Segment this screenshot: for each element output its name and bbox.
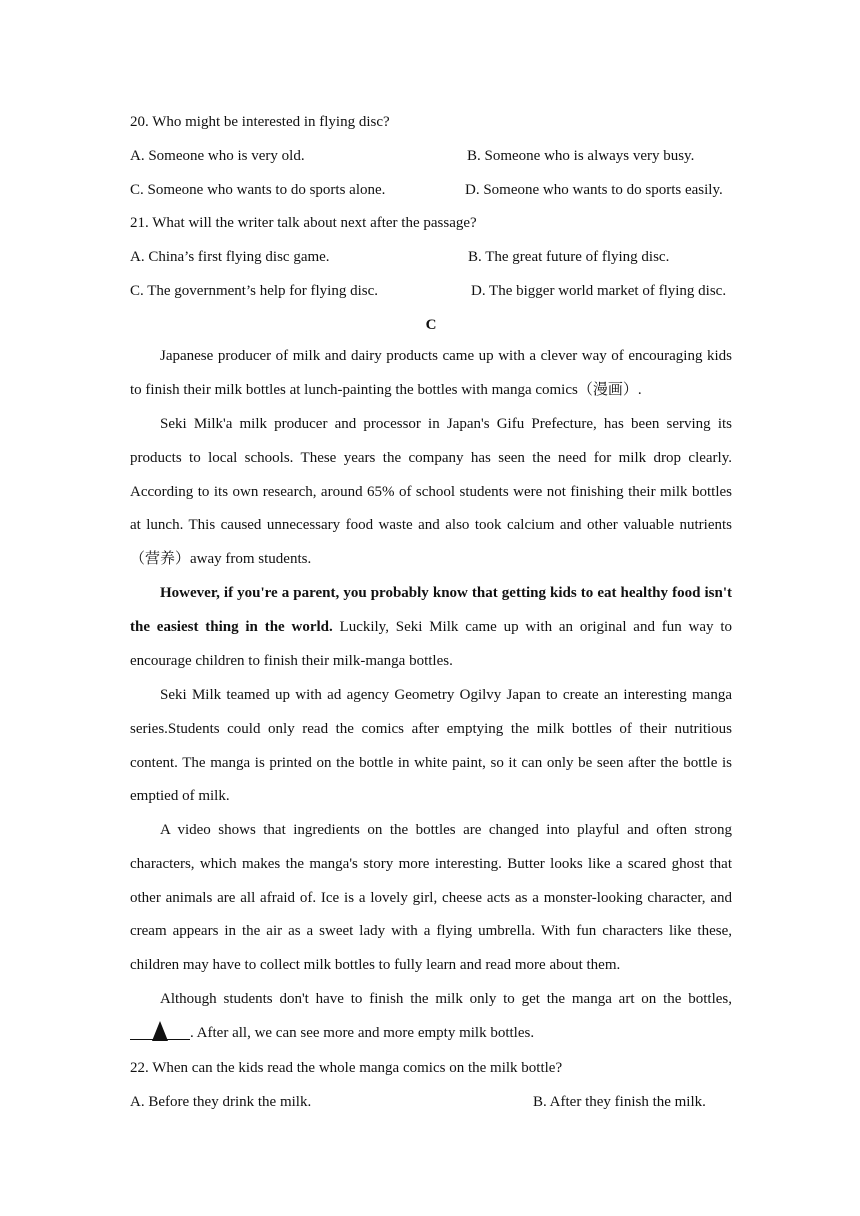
section-label: C — [425, 317, 437, 333]
passage-paragraph-3-bold: However, if you're a parent, you probably know that getting kids to eat healthy food isn't the easiest thing in the world. — [130, 585, 732, 635]
q21-option-c: C. The government’s help for flying disc. — [130, 283, 379, 299]
q20-stem: 20. Who might be interested in flying disc? — [130, 114, 390, 130]
q20-option-b: B. Someone who is always very busy. — [467, 148, 695, 164]
passage-paragraph-1: Japanese producer of milk and dairy products came up with a clever way of encouraging kids to finish their milk bottles at lunch-painting the bottles with manga comics（漫画）. — [130, 348, 732, 398]
passage-paragraph-2: Seki Milk'a milk producer and processor in Japan's Gifu Prefecture, has been serving its products to local schools. These years the company has seen the need for milk drop clearly. According to its own research, around 65% of school students were not finishing their milk bottles at lunch. This caused unnecessary food waste and also took calcium and other valuable nutrients（营养）away from students. — [130, 416, 732, 568]
q22-option-a: A. Before they drink the milk. — [130, 1094, 312, 1110]
q20-option-a: A. Someone who is very old. — [130, 148, 305, 164]
q20-option-c: C. Someone who wants to do sports alone. — [130, 182, 386, 198]
passage-paragraph-4: Seki Milk teamed up with ad agency Geometry Ogilvy Japan to create an interesting manga series.Students could only read the comics after emptying the milk bottles of their nutritious content. The manga is printed on the bottle in white paint, so it can only be seen after the bottle is emptied of milk. — [130, 687, 732, 805]
passage-paragraph-3-rest: Luckily, Seki Milk came up with an original and fun way to encourage children to finish their milk-manga bottles. — [130, 618, 732, 669]
q22-stem: 22. When can the kids read the whole manga comics on the milk bottle? — [130, 1060, 563, 1076]
q22-option-b: B. After they finish the milk. — [533, 1094, 706, 1110]
q20-option-d: D. Someone who wants to do sports easily. — [465, 182, 723, 198]
triangle-marker-icon — [152, 1021, 168, 1041]
passage-paragraph-6 — [130, 983, 732, 1051]
answer-blank — [130, 1023, 190, 1040]
passage-paragraph-5: A video shows that ingredients on the bottles are changed into playful and often strong characters, which makes the manga's story more interesting. Butter looks like a scared ghost that other animals are all afraid of. Ice is a lovely girl, cheese acts as a monster-looking character, and cream appears in the air as a sweet lady with a flying umbrella. With fun characters like these, children may have to collect milk bottles to fully learn and read more about them. — [130, 822, 732, 974]
q21-stem: 21. What will the writer talk about next after the passage? — [130, 215, 477, 231]
q21-option-a: A. China’s first flying disc game. — [130, 249, 330, 265]
q21-option-b: B. The great future of flying disc. — [468, 249, 670, 265]
q21-option-d: D. The bigger world market of flying disc. — [471, 283, 727, 299]
passage-paragraph-6-start: Although students don't have to finish the milk only to get the manga art on the bottles, — [160, 991, 732, 1007]
passage-paragraph-3 — [130, 577, 732, 678]
passage-paragraph-6-end: . After all, we can see more and more empty milk bottles. — [190, 1024, 535, 1041]
